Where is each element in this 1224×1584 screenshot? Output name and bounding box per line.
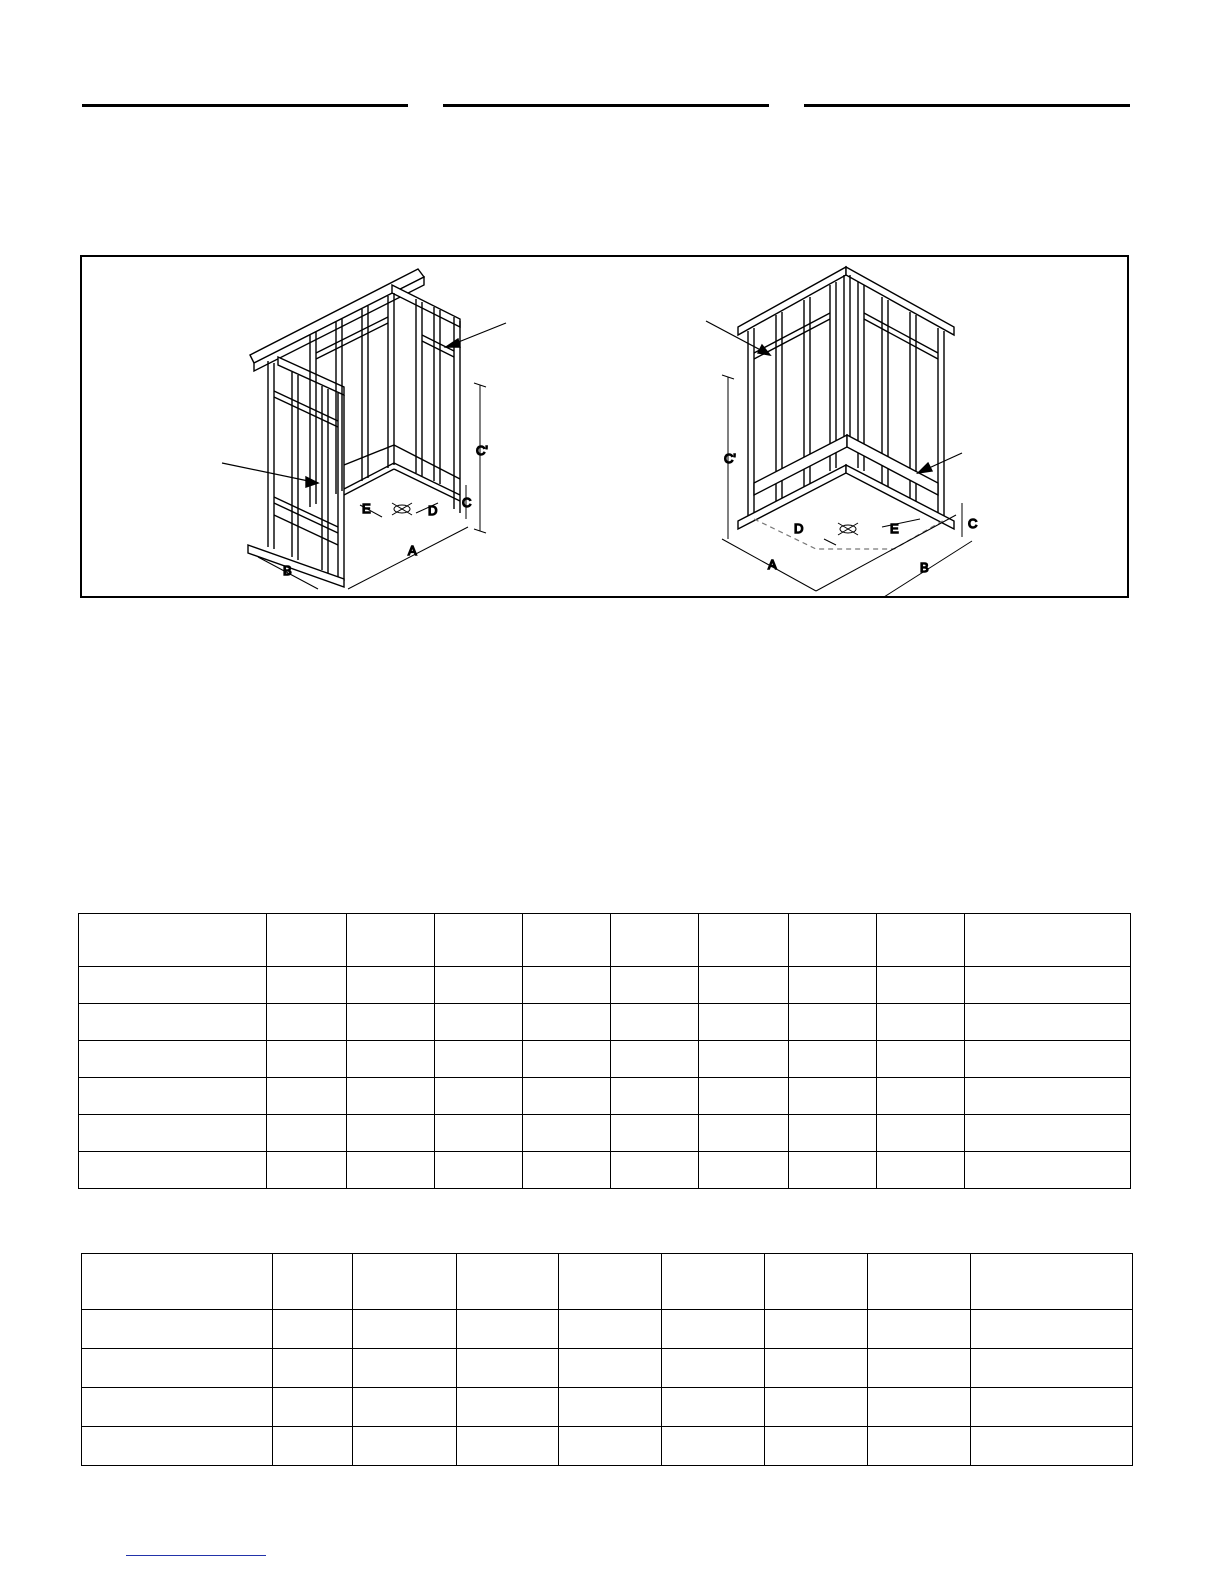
left-dim-b-label: B [283,563,292,578]
dimension-table-1 [78,913,1131,1189]
table-cell [523,1152,611,1189]
table-row [79,967,1131,1004]
right-dim-d-label: D [794,521,804,536]
table-row [79,1078,1131,1115]
table-header-row [82,1254,1133,1310]
table-cell [868,1427,971,1466]
table-row [82,1310,1133,1349]
table-cell [82,1310,273,1349]
table-row [79,1115,1131,1152]
table-cell [347,967,435,1004]
table-cell [611,1115,699,1152]
left-dim-c-prime-label: C' [476,443,488,458]
table-cell [79,1078,267,1115]
table-cell [765,1388,868,1427]
table-cell [559,1349,662,1388]
table-cell [765,1310,868,1349]
table-cell [523,914,611,967]
header-rule-center [443,104,769,107]
table-cell [877,1004,965,1041]
table-cell [267,914,347,967]
right-dim-c-label: C [968,516,978,531]
table-cell [267,1041,347,1078]
right-dim-b-label: B [920,560,929,575]
table-cell [611,1152,699,1189]
table-cell [971,1349,1133,1388]
table-cell [435,1152,523,1189]
table-cell [435,914,523,967]
footer-link-underline[interactable] [126,1555,266,1556]
table-cell [82,1254,273,1310]
table-cell [611,1078,699,1115]
table-cell [523,1004,611,1041]
table-cell [868,1254,971,1310]
table-cell [699,967,789,1004]
table-cell [523,1078,611,1115]
table-cell [765,1349,868,1388]
table-row [82,1349,1133,1388]
table-cell [662,1427,765,1466]
right-dim-e-label: E [890,521,899,536]
table-cell [699,1041,789,1078]
table-cell [79,1004,267,1041]
table-cell [523,1115,611,1152]
table-cell [273,1310,353,1349]
left-dim-e-label: E [362,501,371,516]
table-cell [267,967,347,1004]
table-cell [353,1388,457,1427]
table-cell [662,1310,765,1349]
dimension-table-2-body [82,1254,1133,1466]
table-cell [965,1115,1131,1152]
table-cell [347,1152,435,1189]
table-cell [79,1152,267,1189]
table-cell [353,1254,457,1310]
table-cell [82,1427,273,1466]
table-cell [457,1310,559,1349]
table-cell [523,967,611,1004]
table-cell [699,1152,789,1189]
table-cell [662,1254,765,1310]
table-cell [699,1004,789,1041]
table-cell [559,1310,662,1349]
header-rule-right [804,104,1130,107]
table-cell [79,914,267,967]
table-cell [267,1078,347,1115]
table-cell [699,914,789,967]
table-cell [789,1152,877,1189]
table-cell [457,1254,559,1310]
table-cell [868,1310,971,1349]
table-cell [699,1078,789,1115]
table-cell [457,1349,559,1388]
table-cell [611,914,699,967]
table-cell [523,1041,611,1078]
table-cell [347,1004,435,1041]
table-cell [267,1004,347,1041]
table-row [82,1388,1133,1427]
table-cell [789,914,877,967]
table-cell [79,967,267,1004]
table-cell [662,1349,765,1388]
table-row [79,1004,1131,1041]
table-cell [662,1388,765,1427]
table-cell [765,1254,868,1310]
table-cell [965,1152,1131,1189]
table-row [79,1152,1131,1189]
table-cell [877,1115,965,1152]
table-cell [789,1078,877,1115]
table-cell [273,1254,353,1310]
table-row [82,1427,1133,1466]
table-row [79,1041,1131,1078]
table-cell [79,1041,267,1078]
framing-figure-svg [82,257,1127,596]
table-cell [457,1427,559,1466]
table-cell [965,1078,1131,1115]
table-cell [79,1115,267,1152]
table-cell [273,1388,353,1427]
table-cell [765,1427,868,1466]
table-cell [435,1115,523,1152]
table-cell [273,1349,353,1388]
table-cell [347,1041,435,1078]
left-dim-a-label: A [408,543,417,558]
table-cell [965,1041,1131,1078]
table-cell [435,1041,523,1078]
table-cell [347,914,435,967]
table-cell [267,1115,347,1152]
table-header-row [79,914,1131,967]
header-rule-left [82,104,408,107]
table-cell [877,1152,965,1189]
table-cell [611,1004,699,1041]
table-cell [353,1349,457,1388]
table-cell [971,1388,1133,1427]
table-cell [347,1078,435,1115]
table-cell [971,1254,1133,1310]
table-cell [789,967,877,1004]
table-cell [965,914,1131,967]
table-cell [353,1310,457,1349]
table-cell [435,1004,523,1041]
table-cell [699,1115,789,1152]
table-cell [971,1310,1133,1349]
table-cell [435,1078,523,1115]
table-cell [877,1078,965,1115]
dimension-table-2 [81,1253,1133,1466]
left-dim-c-label: C [462,495,472,510]
table-cell [789,1004,877,1041]
table-cell [559,1427,662,1466]
table-cell [82,1349,273,1388]
right-dim-a-label: A [768,557,777,572]
framing-figure [80,255,1129,598]
table-cell [877,1041,965,1078]
table-cell [971,1427,1133,1466]
table-cell [457,1388,559,1427]
table-cell [868,1349,971,1388]
table-cell [611,1041,699,1078]
corner-frame-drawing [706,267,972,596]
table-cell [267,1152,347,1189]
table-cell [347,1115,435,1152]
table-cell [965,1004,1131,1041]
table-cell [353,1427,457,1466]
table-cell [559,1388,662,1427]
table-cell [611,967,699,1004]
table-cell [789,1115,877,1152]
table-cell [877,914,965,967]
table-cell [868,1388,971,1427]
left-dim-d-label: D [428,503,438,518]
alcove-frame-drawing [222,269,506,589]
table-cell [559,1254,662,1310]
table-cell [273,1427,353,1466]
table-cell [965,967,1131,1004]
table-cell [877,967,965,1004]
table-cell [82,1388,273,1427]
right-dim-c-prime-label: C' [724,451,736,466]
table-cell [435,967,523,1004]
table-cell [789,1041,877,1078]
dimension-table-1-body [79,914,1131,1189]
